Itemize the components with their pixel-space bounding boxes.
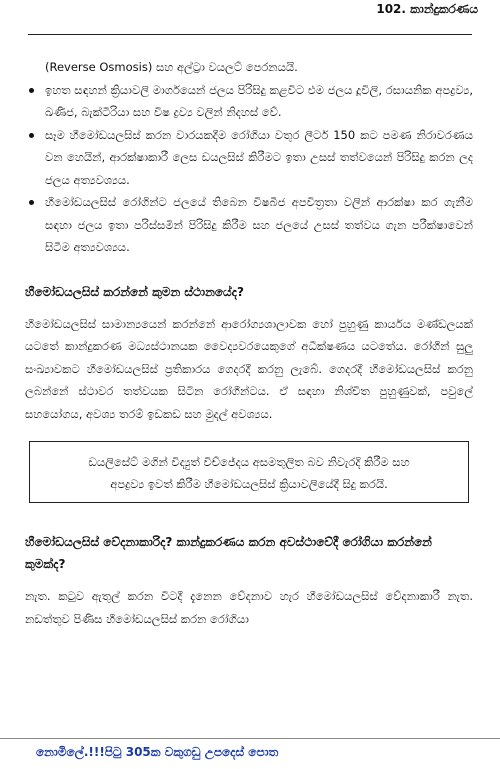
footer	[0, 738, 500, 769]
bullet-icon	[29, 200, 34, 205]
page-body	[25, 56, 473, 630]
section-heading: හීමෝඩයලසිස් කරන්නේ කුමන ස්ථානයේද?	[25, 284, 244, 299]
page-number: 102. කාන්දුකරණය	[376, 2, 478, 16]
bullet-icon	[29, 88, 34, 93]
note-box	[29, 441, 469, 503]
bullet-item	[25, 124, 473, 192]
bullet-text: හීමෝඩයලසිස් රෝගින්ට ජලයේ තිබෙන විෂබීජ අපවිත්‍රතා වලින් ආරක්ෂා කර ගැනීම සඳහා ජලය ඉතා පරිස්සමින් පිරිසිදු කිරීම සහ ජලයේ උසස් තත්වය ගැන පරීක්ෂාවෙන් සිටීම අත්‍යවශ්‍යය.	[45, 195, 473, 254]
section-paragraph: නැත. කටුව ඇතුල් කරන විටදී දැනෙන වේදනාව හැර හීමෝඩයලසිස් වේදනාකාරී නැත. නඩත්තුව පිණිස හීමෝඩයලසිස් කරන රෝගියා	[25, 589, 473, 626]
bullet-icon	[29, 133, 34, 138]
bullet-item	[25, 79, 473, 124]
bullet-text: සෑම හීමෝඩයලසිස් කරන වාරයකදීම රෝගියා වතුර ලීටර් 150 කට පමණ නිරාවරණය වන හෙයින්, ආරක්ෂාකාරී ලෙස ඩයලසිස් කිරීමට ඉතා උසස් තත්වයෙන් පිරිසිදු කරන ලද ජලය අත්‍යවශ්‍යය.	[45, 127, 473, 187]
intro-line: (Reverse Osmosis) සහ අල්ට්‍රා වයලට් පෙරනයයි.	[45, 60, 298, 74]
footer-text: නොමිලේ.!!!පිටු 305ක වකුගඩු උපදෙස් පොත	[36, 745, 279, 759]
bullet-list	[25, 79, 473, 259]
note-line: ඩයලිසේට් මගින් විද්‍යුත් විච්ජේදය අසමතුලිත බව නිවැරදි කිරීම සහ	[88, 455, 410, 469]
section-paragraph: හීමෝඩයලසිස් සාමාන්‍යයෙන් කරන්නේ ආරෝග්‍යශාලාවක හෝ පුහුණු කාර්යය මණ්ඩලයක් යටතේ කාන්දුකරණ මධ්‍යස්ථානයක වෛද්‍යවරයෙකුගේ අධීක්ෂණය යටතේය. රෝගීන් සුලු සංඛ්‍යාවකට හීමෝඩයලසිස් ප්‍රතිකාරය ගෙදරදී කරනු ලැබේ. ගෙදරදී හීමෝඩයලසිස් කරනු ලබන්නේ ස්ථාවර තත්වයක සිටින රෝගීන්ටය. ඒ සඳහා නිශ්චිත පුහුණුවක්, පවුලේ සහයෝගය, අවශ්‍ය තරම් ඉඩකඩ සහ මුදල් අවශ්‍යය.	[25, 316, 473, 421]
header-rule	[28, 34, 472, 35]
note-line: අපද්‍රව්‍ය ඉවත් කිරීම හීමෝඩයලසිස් ක්‍රියාවලියේදී සිදු කරයි.	[110, 477, 388, 491]
bullet-text: ඉහත සඳහන් ක්‍රියාවලි මාර්ගයෙන් ජලය පිරිසිදු කළවිට එම ජලය දූවිලි, රසායනික අපද්‍රව්‍ය, ඛණිජ, බැක්ටීරියා සහ විෂ ද්‍රව්‍ය වලින් නිදහස් වේ.	[45, 82, 473, 119]
section-heading: හීමෝඩයලසිස් වේදනාකාරිද? කාන්දුකරණය කරන අවස්ථාවේදී රෝගියා කරන්නේ කුමක්ද?	[25, 535, 432, 571]
bullet-item	[25, 191, 473, 259]
